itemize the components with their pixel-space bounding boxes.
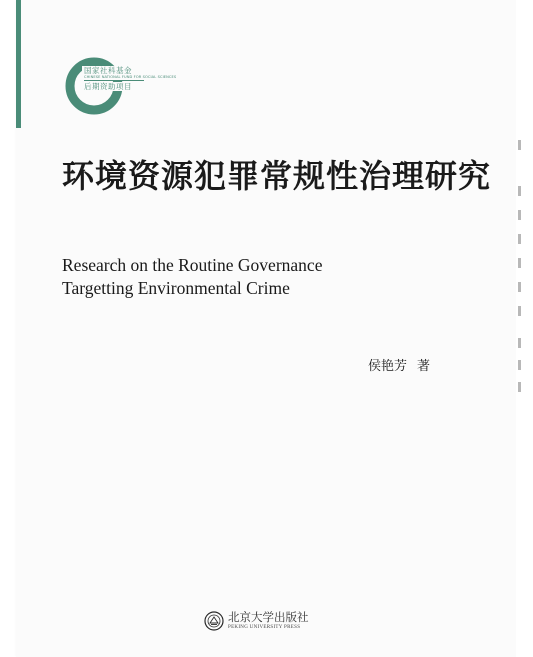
title-en-line1: Research on the Routine Governance [62, 255, 323, 275]
publisher-name-chinese: 北京大学出版社 [228, 610, 309, 625]
peking-university-seal-icon [204, 611, 224, 631]
author-credit [368, 358, 430, 376]
fund-badge [82, 66, 177, 91]
edge-mark [518, 210, 521, 220]
edge-mark [518, 360, 521, 370]
publisher-mark [204, 610, 309, 632]
badge-divider [84, 80, 144, 81]
badge-line3: 后期资助项目 [82, 82, 148, 91]
publisher-name-english: PEKING UNIVERSITY PRESS [228, 624, 301, 630]
edge-mark [518, 306, 521, 316]
edge-mark [518, 258, 521, 268]
edge-mark [518, 140, 521, 150]
edge-mark [518, 282, 521, 292]
author-name: 侯艳芳 [368, 359, 408, 374]
book-title-english [62, 254, 322, 300]
cover-right-edge [516, 0, 533, 657]
title-en-line2: Targetting Environmental Crime [62, 278, 290, 298]
edge-mark [518, 382, 521, 392]
edge-mark [518, 234, 521, 244]
badge-line1: 国家社科基金 [82, 66, 148, 75]
badge-line2: CHINESE NATIONAL FUND FOR SOCIAL SCIENCES [84, 75, 177, 79]
book-title-chinese: 环境资源犯罪常规性治理研究 [62, 157, 492, 195]
author-role: 著 [417, 359, 431, 374]
spine-accent-bar [16, 0, 21, 128]
edge-mark [518, 338, 521, 348]
edge-mark [518, 186, 521, 196]
